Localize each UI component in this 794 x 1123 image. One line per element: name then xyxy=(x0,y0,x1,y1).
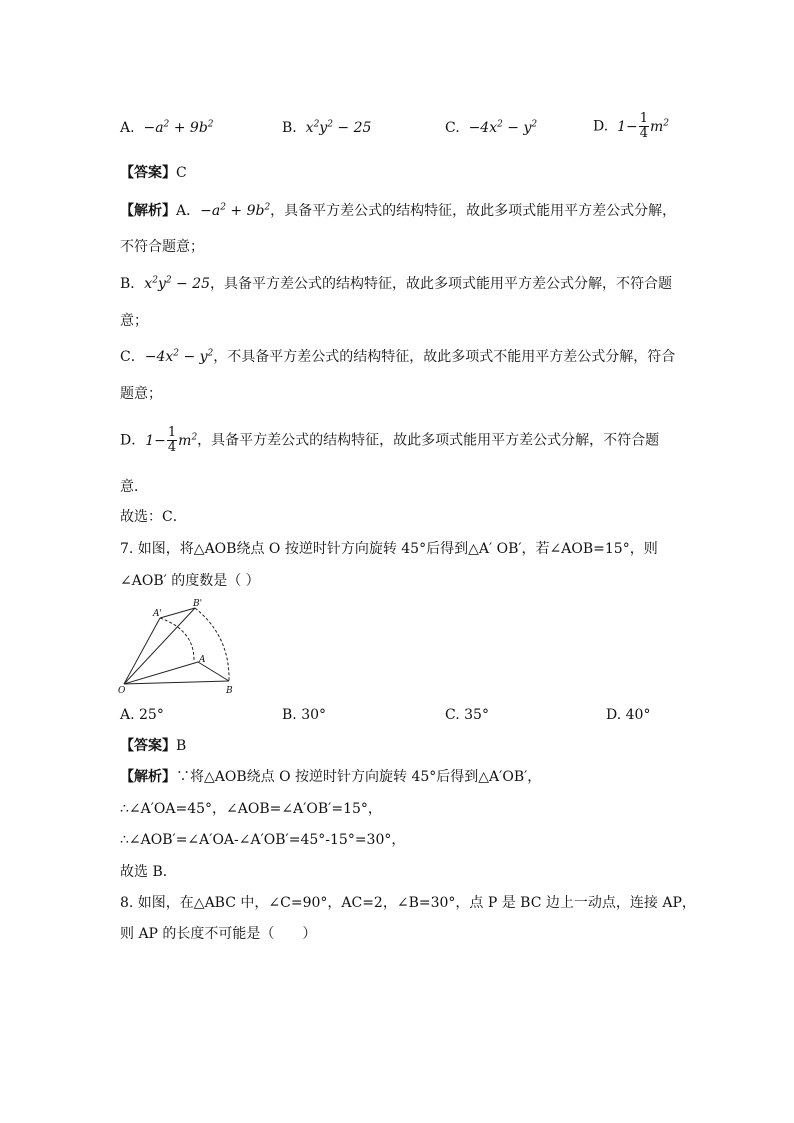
q7-option-b xyxy=(282,705,326,725)
q7-analysis-line1 xyxy=(120,767,541,787)
option-b-expr: $x^2y^2 - 25$ xyxy=(305,119,372,136)
q7-option-a xyxy=(120,705,164,725)
answer-value: C xyxy=(176,165,187,181)
q6-answer xyxy=(120,163,187,183)
q8-stem-line2: 则 AP 的长度不可能是（ ） xyxy=(120,926,317,942)
q6-analysis-a-cont: 不符合题意； xyxy=(120,239,204,255)
answer-value: B xyxy=(176,738,187,754)
answer-tag: 【答案】 xyxy=(120,165,176,181)
q6-analysis-c xyxy=(120,347,675,367)
item-prefix: B． xyxy=(120,276,145,292)
option-value: 40° xyxy=(625,707,651,723)
q6-analysis-a xyxy=(120,201,676,221)
option-value: 25° xyxy=(139,707,164,723)
option-label: C. xyxy=(445,707,460,723)
option-label: C. xyxy=(445,120,460,136)
option-d-expr: 1− $\frac{1}{4}$ $m^2$ xyxy=(617,111,670,141)
analysis-text: ，不具备平方差公式的结构特征，故此多项式不能用平方差公式分解，符合 xyxy=(213,349,676,365)
q7-rotation-figure xyxy=(118,596,248,696)
q6-option-c xyxy=(445,118,537,138)
q7-option-c xyxy=(445,705,489,725)
analysis-text: ，具备平方差公式的结构特征，故此多项式能用平方差公式分解，不符合题 xyxy=(197,432,660,449)
q6-conclusion: 故选：C． xyxy=(120,509,187,525)
q7-analysis-line3: ∴∠AOB′=∠A′OA-∠A′OB′=45°-15°=30°， xyxy=(120,832,406,848)
option-c-expr: $-4x^2 - y^2$ xyxy=(468,119,538,136)
q6-option-a xyxy=(120,118,214,138)
q6-option-d xyxy=(593,112,669,141)
q6-analysis-b-cont: 意； xyxy=(120,313,148,329)
option-label: B. xyxy=(282,707,297,723)
q6-analysis-c-cont: 题意； xyxy=(120,386,162,402)
label-b-prime: B' xyxy=(193,599,203,609)
q8-stem-line1: 8. 如图，在△ABC 中，∠C=90°，AC=2，∠B=30°，点 P 是 BC 边上一动点，连接 AP， xyxy=(120,895,696,911)
answer-tag: 【答案】 xyxy=(120,738,176,754)
option-label: A. xyxy=(120,707,135,723)
q7-analysis-line2: ∴∠A′OA=45°，∠AOB=∠A′OB′=15°， xyxy=(120,801,382,817)
q6-analysis-d-cont: 意． xyxy=(120,479,148,495)
analysis-b-expr: $x^2y^2 - 25$ xyxy=(144,275,211,292)
q6-analysis-d xyxy=(120,426,659,455)
label-a-prime: A' xyxy=(153,609,162,619)
label-a: A xyxy=(199,655,206,665)
item-prefix: A． xyxy=(176,203,201,219)
q7-stem-line2: ∠AOB′ 的度数是（ ） xyxy=(120,573,260,589)
analysis-text: ，具备平方差公式的结构特征，故此多项式能用平方差公式分解， xyxy=(270,203,677,219)
segment-ob xyxy=(124,681,229,684)
option-value: 35° xyxy=(464,707,489,723)
q7-answer xyxy=(120,736,186,756)
item-prefix: D． xyxy=(120,432,146,449)
label-b: B xyxy=(226,686,233,696)
analysis-d-expr: 1− $\frac{1}{4}$ $m^2$ xyxy=(145,425,198,455)
item-prefix: C． xyxy=(120,349,145,365)
option-value: 30° xyxy=(301,707,327,723)
q6-analysis-b xyxy=(120,274,672,294)
analysis-text: ，具备平方差公式的结构特征，故此多项式能用平方差公式分解，不符合题 xyxy=(210,276,673,292)
option-label: D. xyxy=(606,707,622,723)
analysis-tag: 【解析】 xyxy=(120,769,176,785)
option-label: D. xyxy=(593,118,609,135)
analysis-tag: 【解析】 xyxy=(120,203,176,219)
segment-oa xyxy=(124,662,198,684)
option-a-expr: $-a^2 + 9b^2$ xyxy=(143,119,214,136)
label-o: O xyxy=(118,686,126,696)
analysis-text: ∵将△AOB绕点 O 按逆时针方向旋转 45°后得到△A′OB′， xyxy=(176,769,542,785)
analysis-c-expr: $-4x^2 - y^2$ xyxy=(144,348,214,365)
arc-a-to-a1 xyxy=(160,618,194,660)
analysis-a-expr: $-a^2 + 9b^2$ xyxy=(200,202,271,219)
q6-option-b xyxy=(282,118,371,138)
option-label: A. xyxy=(120,120,135,136)
q7-stem-line1: 7. 如图，将△AOB绕点 O 按逆时针方向旋转 45°后得到△A′ OB′，若∠AOB=15°，则 xyxy=(120,541,658,557)
q7-conclusion: 故选 B． xyxy=(120,864,177,880)
option-label: B. xyxy=(282,120,297,136)
q7-option-d xyxy=(606,705,650,725)
